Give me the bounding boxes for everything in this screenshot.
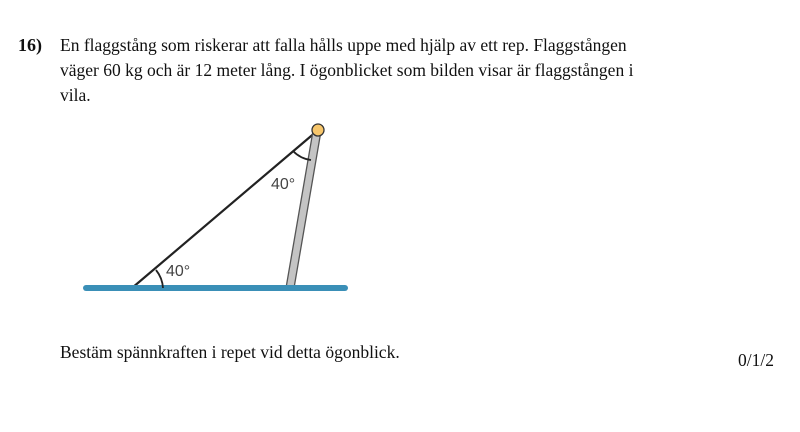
problem-text-line: väger 60 kg och är 12 meter lång. I ögonblicket som bilden visar är flaggstången i	[60, 60, 634, 80]
question-text: Bestäm spännkraften i repet vid detta ögonblick.	[60, 342, 400, 362]
angle-label-top: 40°	[271, 176, 296, 193]
rope	[132, 131, 317, 288]
problem-text-line: vila.	[60, 85, 91, 105]
points-label: 0/1/2	[738, 350, 774, 370]
pole-top-knob	[312, 124, 324, 136]
flagpole	[286, 131, 321, 288]
problem-text-line: En flaggstång som riskerar att falla hålls uppe med hjälp av ett rep. Flaggstången	[60, 35, 627, 55]
angle-label-bottom: 40°	[166, 263, 191, 280]
problem-number: 16)	[18, 35, 42, 55]
